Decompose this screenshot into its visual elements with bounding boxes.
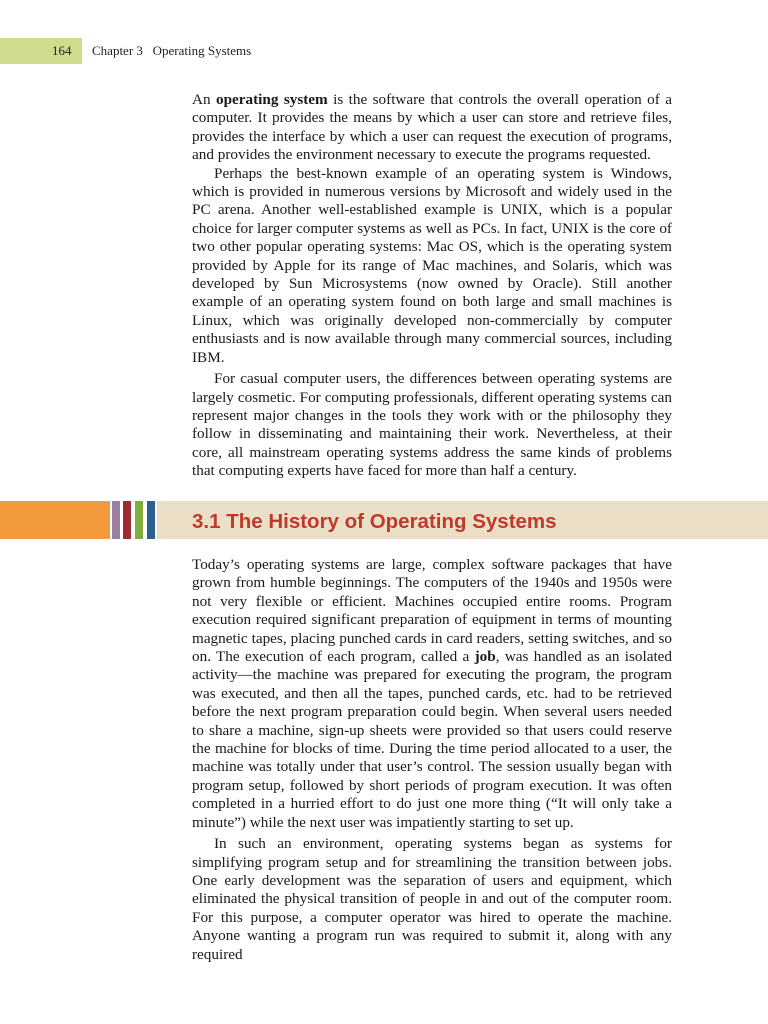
term-job: job	[474, 648, 496, 666]
term-operating-system: operating system	[215, 91, 328, 108]
running-head: Chapter 3 Operating Systems	[92, 43, 252, 58]
history-text	[192, 556, 672, 964]
intro-text	[192, 91, 672, 481]
intro-p1-rest: is the software that controls the overall operation of a computer. It provides the means by which a user can store and retrieve files, provides the interface by which a user can request the execution of programs, and provides the environment necessary to execute the programs requested.	[192, 91, 672, 164]
banner-orange-block	[0, 501, 110, 539]
intro-paragraph-2: Perhaps the best-known example of an operating system is Windows, which is provided in numerous versions by Microsoft and widely used in the PC arena. Another well-established example is UNIX, which is a popular choice for larger computer systems as well as PCs. In fact, UNIX is the core of two other popular operating systems: Mac OS, which is the operating system provided by Apple for its range of Mac machines, and Solaris, which was developed by Sun Microsystems (now owned by Oracle). Still another example of an operating system found on both large and small machines is Linux, which was originally developed non-commercially by computer enthusiasts and is now available through many commercial sources, including IBM.	[192, 164, 672, 366]
banner-bar-green	[135, 501, 143, 539]
history-paragraph-2: In such an environment, operating systems began as systems for simplifying program setup and for streamlining the transition between jobs. One early development was the separation of users and equipment, which eliminated the physical transition of people in and out of the computer room. For this purpose, a computer operator was hired to operate the machine. Anyone wanting a program run was required to submit it, along with any required	[192, 835, 672, 963]
intro-p1-lead: An	[192, 91, 216, 108]
banner-bar-blue	[147, 501, 155, 539]
intro-paragraph-3: For casual computer users, the differences between operating systems are largely cosmetic. For computing professionals, different operating systems can represent major changes in the tools they work with or the philosophy they follow in disseminating and maintaining their work. Nevertheless, at their core, all mainstream operating systems address the same kinds of problems that computing experts have faced for more than half a century.	[192, 370, 672, 480]
banner-bar-purple	[112, 501, 120, 539]
section-heading: 3.1 The History of Operating Systems	[192, 510, 557, 533]
intro-paragraph-1	[192, 91, 672, 165]
history-p1-rest: , was handled as an isolated activity—the machine was prepared for executing the program, the program was executed, and then all the tapes, punched cards, etc. had to be retrieved before the next program preparation could begin. When several users needed to share a machine, sign-up sheets were provided so that users could reserve the machine for blocks of time. During the time period allocated to a user, the machine was totally under that user’s control. The session usually began with program setup, followed by short periods of program execution. It was often completed in a hurried effort to do just one more thing (“It will only take a minute”) while the next user was impatiently starting to set up.	[192, 648, 672, 831]
history-p1-lead: Today’s operating systems are large, complex software packages that have grown from humble beginnings. The computers of the 1940s and 1950s were not very flexible or efficient. Machines occupied entire rooms. Program execution required significant preparation of equipment in terms of mounting magnetic tapes, placing punched cards in card readers, setting switches, and so on. The execution of each program, called a	[192, 556, 672, 666]
banner-bar-red	[123, 501, 131, 539]
history-paragraph-1	[192, 556, 672, 832]
page-number: 164	[52, 43, 72, 58]
